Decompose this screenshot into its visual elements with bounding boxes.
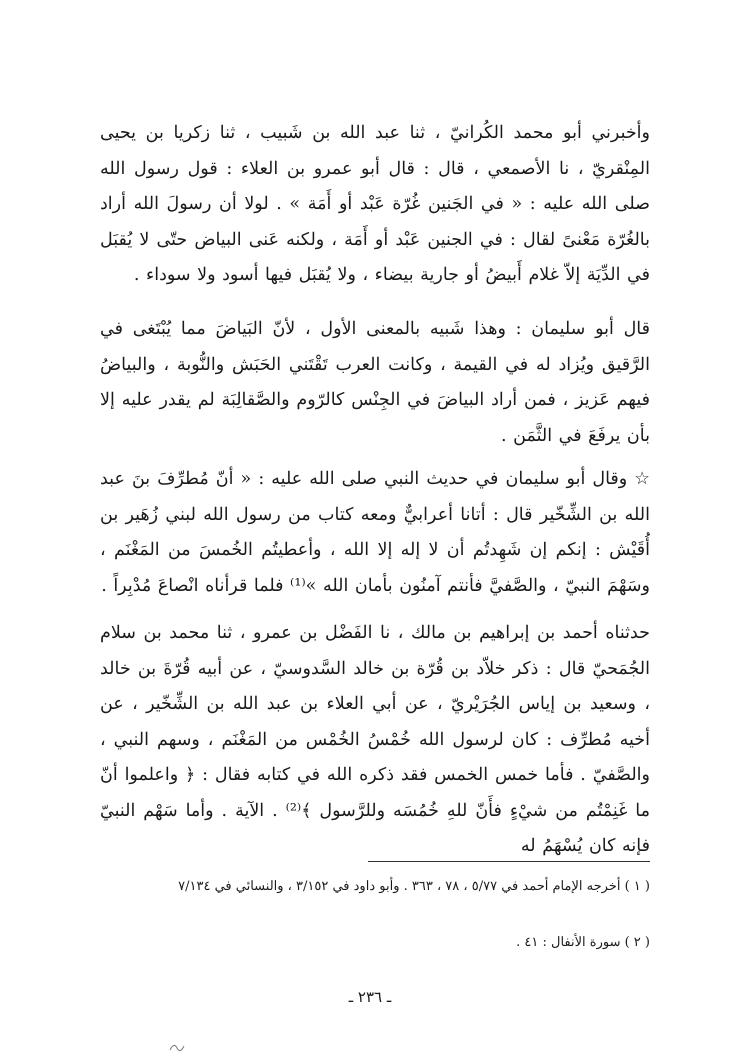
- paragraph-4: حدثناه أحمد بن إبراهيم بن مالك ، نا الفَضْل بن عمرو ، ثنا محمد بن سلام الجُمَحيّ قال : ذكر خلاّد بن قُرّة بن خالد السَّدوسيّ ، عن أبيه قُرّةَ بن خالد ، وسعيد بن إياس الجُرَيْريّ ، عن أبي العلاء بن عبد الله بن الشِّخّير ، عن أخيه مُطرِّف : كان لرسول الله خُمْسُ الخُمْس من المَغْنَم ، وسهم النبي ، والصَّفيّ . فأما خمس الخمس فقد ذكره الله في كتابه فقال : ﴿ واعلموا أنّ ما غَنِمْتُم من شيْءٍ فأَنّ للهِ خُمُسَه وللرَّسول ﴾⁽²⁾ . الآية . وأما سَهْم النبيّ فإنه كان يُسْهَمُ له: [100, 623, 650, 856]
- pen-mark-icon: [168, 1040, 188, 1054]
- paragraph-3: ☆ وقال أبو سليمان في حديث النبي صلى الله عليه : « أنّ مُطرِّفَ بنَ عبد الله بن الشِّخّير قال : أتانا أعرابيٌّ ومعه كتاب من رسول الله لبني زُهَير بن أُقَيْش : إنكم إن شَهِدتُم أن لا إله إلا الله ، وأعطيتُم الخُمسَ من المَغْنَم ، وسَهْمَ النبيّ ، والصَّفيَّ فأنتم آمنُون بأمان الله »⁽¹⁾ فلما قرأناه انْصاعَ مُدْبِراً .: [100, 469, 650, 596]
- footnote-1: ( ١ ) أخرجه الإمام أحمد في ٥/٧٧ ، ٧٨ ، ٣٦٣ . وأبو داود في ٣/١٥٢ ، والنسائي في ٧/١٣٤: [178, 879, 650, 894]
- footnote-divider: [368, 861, 650, 862]
- footnote-2: ( ٢ ) سورة الأنفال : ٤١ .: [516, 935, 650, 950]
- paragraph-2: قال أبو سليمان : وهذا شَبيه بالمعنى الأول ، لأنّ البَياضَ مما يُبْتَغى في الرَّقيق ويُزاد له في القيمة ، وكانت العرب تَقْتَني الحَبَش والنُّوبة ، والبياضُ فيهم عَزيز ، فمن أراد البياضَ في الجِنْس كالرّوم والصَّقالِبَة لم يقدر عليه إلا بأن يرفَعَ في الثَّمَن .: [100, 319, 650, 446]
- paragraph-1: وأخبرني أبو محمد الكُرانيّ ، ثنا عبد الله بن شَبيب ، ثنا زكريا بن يحيى المِنْقريّ ، نا الأصمعي ، قال : قال أبو عمرو بن العلاء : قول رسول الله صلى الله عليه : « في الجَنين غُرّة عَبْد أو أَمَة » . لولا أن رسولَ الله أراد بالغُرّة مَعْنىً لقال : في الجنين عَبْد أو أَمَة ، ولكنه عَنى البياض حتّى لا يُقبَل في الدِّيَة إلاّ غلام أَبيضُ أو جارية بيضاء ، ولا يُقبَل فيها أسود ولا سوداء .: [100, 123, 650, 285]
- page-number: ـ ٢٣٦ ـ: [348, 988, 392, 1006]
